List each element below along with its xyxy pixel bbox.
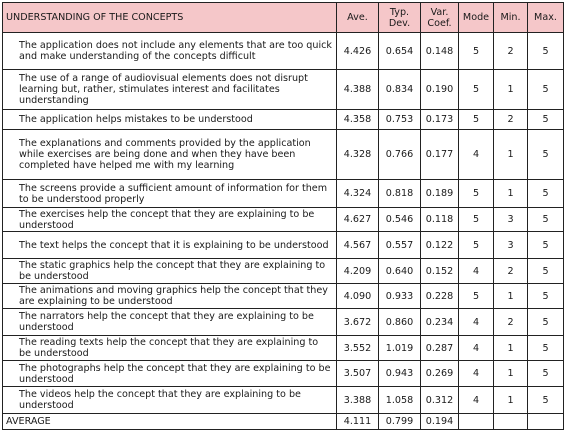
variation-coefficient-cell: 0.269 (421, 361, 459, 387)
typical-deviation-cell: 0.640 (379, 259, 421, 284)
average-cell: 3.507 (337, 361, 379, 387)
maximum-cell: 5 (528, 361, 564, 387)
mode-cell: 4 (459, 259, 494, 284)
typical-deviation-cell: 0.943 (379, 361, 421, 387)
table-row (3, 284, 564, 309)
variation-coefficient-cell: 0.194 (421, 414, 459, 430)
minimum-cell: 3 (494, 208, 528, 232)
minimum-cell (494, 414, 528, 430)
variation-coefficient-cell: 0.190 (421, 70, 459, 110)
header-mode: Mode (459, 3, 494, 33)
variation-coefficient-cell: 0.189 (421, 180, 459, 208)
typical-deviation-cell: 0.933 (379, 284, 421, 309)
maximum-cell: 5 (528, 130, 564, 180)
typical-deviation-cell: 0.654 (379, 33, 421, 70)
mode-cell: 4 (459, 336, 494, 361)
minimum-cell: 1 (494, 387, 528, 414)
typical-deviation-cell: 1.019 (379, 336, 421, 361)
typical-deviation-cell: 0.557 (379, 232, 421, 259)
table-row (3, 33, 564, 70)
table-row (3, 387, 564, 414)
maximum-cell: 5 (528, 309, 564, 336)
header-maximum: Max. (528, 3, 564, 33)
concept-cell: The explanations and comments provided by the application while exercises are being done and when they have been completed have helped me with my learning (3, 130, 337, 180)
mode-cell: 5 (459, 232, 494, 259)
typical-deviation-cell: 0.546 (379, 208, 421, 232)
average-cell: 3.388 (337, 387, 379, 414)
minimum-cell: 3 (494, 232, 528, 259)
concepts-statistics-table (2, 2, 564, 430)
average-cell: 3.672 (337, 309, 379, 336)
average-cell: 4.328 (337, 130, 379, 180)
variation-coefficient-cell: 0.118 (421, 208, 459, 232)
average-cell: 4.324 (337, 180, 379, 208)
table-row (3, 232, 564, 259)
variation-coefficient-cell: 0.152 (421, 259, 459, 284)
average-cell: 4.388 (337, 70, 379, 110)
concept-cell: The reading texts help the concept that they are explaining to be understood (3, 336, 337, 361)
header-average: Ave. (337, 3, 379, 33)
variation-coefficient-cell: 0.177 (421, 130, 459, 180)
average-cell: 4.111 (337, 414, 379, 430)
table-row (3, 309, 564, 336)
variation-coefficient-cell: 0.148 (421, 33, 459, 70)
mode-cell: 5 (459, 180, 494, 208)
table-row (3, 180, 564, 208)
mode-cell: 5 (459, 70, 494, 110)
minimum-cell: 2 (494, 33, 528, 70)
maximum-cell: 5 (528, 387, 564, 414)
typical-deviation-cell: 0.860 (379, 309, 421, 336)
average-row (3, 414, 564, 430)
table-row (3, 208, 564, 232)
average-cell: 4.358 (337, 110, 379, 130)
maximum-cell: 5 (528, 208, 564, 232)
minimum-cell: 1 (494, 130, 528, 180)
mode-cell: 5 (459, 33, 494, 70)
concept-cell: The application helps mistakes to be understood (3, 110, 337, 130)
minimum-cell: 1 (494, 70, 528, 110)
typical-deviation-cell: 0.766 (379, 130, 421, 180)
average-cell: 4.567 (337, 232, 379, 259)
concept-cell: The photographs help the concept that they are explaining to be understood (3, 361, 337, 387)
maximum-cell: 5 (528, 110, 564, 130)
average-label: AVERAGE (3, 414, 337, 430)
concept-cell: The static graphics help the concept that they are explaining to be understood (3, 259, 337, 284)
minimum-cell: 2 (494, 259, 528, 284)
maximum-cell: 5 (528, 180, 564, 208)
mode-cell: 4 (459, 387, 494, 414)
concept-cell: The use of a range of audiovisual elements does not disrupt learning but, rather, stimulates interest and facilitates understanding (3, 70, 337, 110)
table-row (3, 259, 564, 284)
concept-cell: The videos help the concept that they are explaining to be understood (3, 387, 337, 414)
mode-cell: 4 (459, 361, 494, 387)
mode-cell: 4 (459, 130, 494, 180)
maximum-cell: 5 (528, 284, 564, 309)
variation-coefficient-cell: 0.228 (421, 284, 459, 309)
minimum-cell: 2 (494, 309, 528, 336)
maximum-cell: 5 (528, 232, 564, 259)
variation-coefficient-cell: 0.122 (421, 232, 459, 259)
header-row (3, 3, 564, 33)
typical-deviation-cell: 0.799 (379, 414, 421, 430)
table-row (3, 70, 564, 110)
minimum-cell: 2 (494, 110, 528, 130)
typical-deviation-cell: 0.834 (379, 70, 421, 110)
header-variation-coefficient: Var. Coef. (421, 3, 459, 33)
average-cell: 4.426 (337, 33, 379, 70)
variation-coefficient-cell: 0.234 (421, 309, 459, 336)
mode-cell: 5 (459, 284, 494, 309)
variation-coefficient-cell: 0.287 (421, 336, 459, 361)
minimum-cell: 1 (494, 336, 528, 361)
minimum-cell: 1 (494, 361, 528, 387)
concept-cell: The text helps the concept that it is explaining to be understood (3, 232, 337, 259)
header-minimum: Min. (494, 3, 528, 33)
mode-cell: 5 (459, 110, 494, 130)
mode-cell: 4 (459, 309, 494, 336)
concept-cell: The narrators help the concept that they are explaining to be understood (3, 309, 337, 336)
mode-cell (459, 414, 494, 430)
minimum-cell: 1 (494, 284, 528, 309)
maximum-cell: 5 (528, 70, 564, 110)
maximum-cell: 5 (528, 259, 564, 284)
average-cell: 4.627 (337, 208, 379, 232)
concept-cell: The application does not include any elements that are too quick and make understanding of the concepts difficult (3, 33, 337, 70)
average-cell: 3.552 (337, 336, 379, 361)
variation-coefficient-cell: 0.173 (421, 110, 459, 130)
table-row (3, 336, 564, 361)
header-typical-deviation: Typ. Dev. (379, 3, 421, 33)
typical-deviation-cell: 1.058 (379, 387, 421, 414)
maximum-cell: 5 (528, 33, 564, 70)
maximum-cell: 5 (528, 336, 564, 361)
concept-cell: The screens provide a sufficient amount of information for them to be understood properly (3, 180, 337, 208)
typical-deviation-cell: 0.753 (379, 110, 421, 130)
mode-cell: 5 (459, 208, 494, 232)
table-row (3, 130, 564, 180)
header-understanding-of-concepts: UNDERSTANDING OF THE CONCEPTS (3, 3, 337, 33)
average-cell: 4.090 (337, 284, 379, 309)
typical-deviation-cell: 0.818 (379, 180, 421, 208)
table-row (3, 361, 564, 387)
table-row (3, 110, 564, 130)
maximum-cell (528, 414, 564, 430)
average-cell: 4.209 (337, 259, 379, 284)
variation-coefficient-cell: 0.312 (421, 387, 459, 414)
concept-cell: The animations and moving graphics help the concept that they are explaining to be understood (3, 284, 337, 309)
concept-cell: The exercises help the concept that they are explaining to be understood (3, 208, 337, 232)
minimum-cell: 1 (494, 180, 528, 208)
